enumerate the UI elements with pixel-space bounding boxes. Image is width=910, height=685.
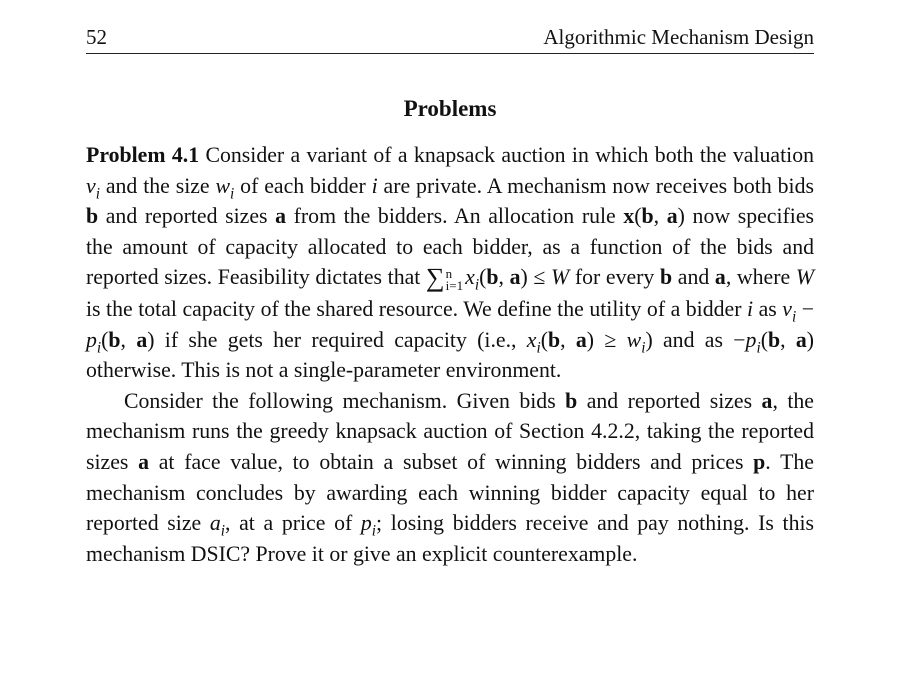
- math-p: p: [753, 449, 766, 474]
- math-capacity-condition: $x_i(b$, $a) \ge w_i$: [526, 327, 646, 356]
- problem-label: Problem 4.1: [86, 143, 200, 167]
- section-title: Problems: [403, 96, 497, 121]
- math-feasibility-constraint: ∑ n i=1 $x_i(b$, a) ≤ W: [426, 263, 570, 294]
- math-allocation-rule: x(b, a): [623, 204, 685, 229]
- math-i: i: [371, 173, 378, 198]
- math-pi: $p_i$: [360, 511, 377, 540]
- math-b: b: [86, 204, 99, 229]
- problem-paragraph-2: Consider the following mechanism. Given bids b and reported sizes a, the mechanism runs the greedy knapsack auction of Section 4.2.2, taking the reported sizes a at face value, to obtain a subset of winning bidders and prices p. The mechanism concludes by awarding each winning bidder capacity equal to her reported size $a_i$, at a price of $p_i$; losing bidders receive and pay nothing. Is this mechanism DSIC? Prove it or give an explicit counterexample.: [86, 388, 815, 566]
- page: [86, 22, 814, 569]
- math-vi: $v_i$: [86, 173, 100, 202]
- math-a: a: [714, 265, 726, 290]
- math-wi: $w_i$: [215, 173, 235, 202]
- running-header: [86, 22, 814, 54]
- math-a: a: [761, 388, 773, 413]
- problem-paragraph-1: Problem 4.1 Consider a variant of a knapsack auction in which both the valuation $v_i$ and the size $w_i$ of each bidder i are private. A mechanism now receives both bids b and reported sizes a from the bidders. An allocation rule x(b, a) now specifies the amount of capacity allocated to each bidder, as a function of the bids and reported sizes. Feasibility dictates that ∑ n i=1 $x_i(b$, a) ≤ W for every b and a, where W is the total capacity of the shared resource. We define the utility of a bidder i as $v_i - p_i(b$, a) if she gets her required capacity (i.e., $x_i(b$, $a) \ge w_i$) and as $-p_i(b$, a) otherwise. This is not a single-parameter environment.: [86, 143, 815, 383]
- math-a: a: [138, 449, 150, 474]
- math-negative-price: $-p_i(b$, a): [733, 327, 815, 356]
- math-i: i: [747, 296, 754, 321]
- running-title: Algorithmic Mechanism Design: [543, 25, 814, 49]
- math-ai: $a_i$: [209, 511, 225, 540]
- page-number: 52: [86, 25, 107, 49]
- math-b: b: [659, 265, 673, 290]
- math-b: b: [565, 388, 578, 413]
- math-a: a: [275, 204, 287, 229]
- math-W: W: [795, 265, 814, 290]
- math-utility: $v_i - p_i(b$, a): [86, 296, 815, 356]
